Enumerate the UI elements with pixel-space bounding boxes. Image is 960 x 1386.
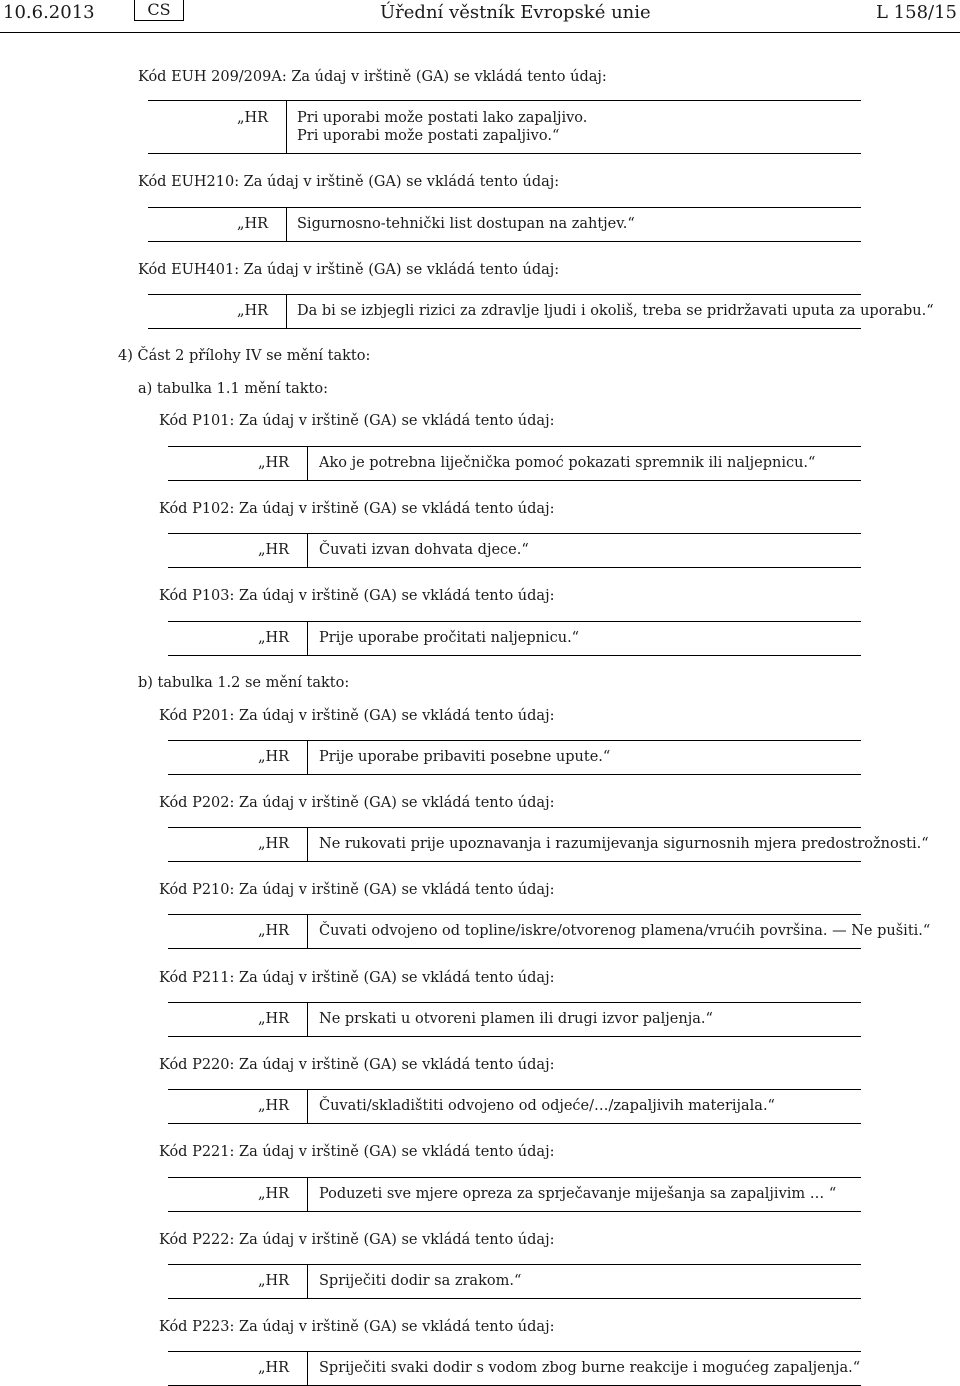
translation-line: Čuvati/skladištiti odvojeno od odjeće/…/zapaljivih materijala.“ <box>319 1098 775 1114</box>
code-intro: Kód P103: Za údaj v irštině (GA) se vkládá tento údaj: <box>159 588 555 604</box>
translation-line: Pri uporabi može postati lako zapaljivo. <box>297 110 588 126</box>
column-divider <box>307 1090 308 1123</box>
translation-box <box>168 621 861 656</box>
code-intro: Kód P210: Za údaj v irštině (GA) se vkládá tento údaj: <box>159 882 555 898</box>
translation-line: Prije uporabe pročitati naljepnicu.“ <box>319 630 580 646</box>
header-date: 10.6.2013 <box>3 2 95 23</box>
language-label: „HR <box>258 1098 290 1114</box>
code-intro: Kód EUH210: Za údaj v irštině (GA) se vkládá tento údaj: <box>138 174 560 190</box>
subsection-heading: a) tabulka 1.1 mění takto: <box>138 381 328 397</box>
column-divider <box>307 534 308 567</box>
code-intro: Kód P222: Za údaj v irštině (GA) se vkládá tento údaj: <box>159 1232 555 1248</box>
translation-box <box>168 1264 861 1299</box>
translation-line: Poduzeti sve mjere opreza za sprječavanje miješanja sa zapaljivim … “ <box>319 1186 837 1202</box>
code-intro: Kód EUH401: Za údaj v irštině (GA) se vkládá tento údaj: <box>138 262 560 278</box>
language-label: „HR <box>258 1011 290 1027</box>
code-intro: Kód P102: Za údaj v irštině (GA) se vkládá tento údaj: <box>159 501 555 517</box>
language-label: „HR <box>258 923 290 939</box>
code-intro: Kód P223: Za údaj v irštině (GA) se vkládá tento údaj: <box>159 1319 555 1335</box>
translation-box <box>168 1351 861 1386</box>
language-label: „HR <box>258 749 290 765</box>
column-divider <box>307 1265 308 1298</box>
translation-box <box>168 533 861 568</box>
language-label: „HR <box>258 1186 290 1202</box>
code-intro: Kód EUH 209/209A: Za údaj v irštině (GA) se vkládá tento údaj: <box>138 69 607 85</box>
header-page-number: L 158/15 <box>876 2 957 23</box>
translation-box <box>168 1089 861 1124</box>
code-intro: Kód P211: Za údaj v irštině (GA) se vkládá tento údaj: <box>159 970 555 986</box>
page-header <box>0 0 960 33</box>
code-intro: Kód P202: Za údaj v irštině (GA) se vkládá tento údaj: <box>159 795 555 811</box>
code-intro: Kód P101: Za údaj v irštině (GA) se vkládá tento údaj: <box>159 413 555 429</box>
section-heading: 4) Část 2 přílohy IV se mění takto: <box>118 348 371 364</box>
language-label: „HR <box>258 455 290 471</box>
column-divider <box>286 295 287 328</box>
column-divider <box>307 1003 308 1036</box>
translation-box <box>148 294 934 329</box>
translation-line: Prije uporabe pribaviti posebne upute.“ <box>319 749 611 765</box>
translation-box <box>168 914 931 949</box>
translation-line: Čuvati izvan dohvata djece.“ <box>319 542 529 558</box>
language-label: „HR <box>237 110 269 126</box>
translation-box <box>168 740 861 775</box>
translation-box <box>168 1177 861 1212</box>
column-divider <box>307 915 308 948</box>
translation-box <box>168 827 929 862</box>
translation-line: Ne rukovati prije upoznavanja i razumijevanja sigurnosnih mjera predostrožnosti.“ <box>319 836 929 852</box>
translation-line: Ne prskati u otvoreni plamen ili drugi izvor paljenja.“ <box>319 1011 713 1027</box>
translation-line: Spriječiti dodir sa zrakom.“ <box>319 1273 522 1289</box>
language-label: „HR <box>258 542 290 558</box>
code-intro: Kód P220: Za údaj v irštině (GA) se vkládá tento údaj: <box>159 1057 555 1073</box>
column-divider <box>307 741 308 774</box>
language-label: „HR <box>258 1273 290 1289</box>
translation-line: Ako je potrebna liječnička pomoć pokazati spremnik ili naljepnicu.“ <box>319 455 816 471</box>
translation-line: Čuvati odvojeno od topline/iskre/otvorenog plamena/vrućih površina. — Ne pušiti.“ <box>319 923 931 939</box>
translation-box <box>168 446 861 481</box>
header-language-code: CS <box>134 0 184 21</box>
column-divider <box>286 208 287 241</box>
column-divider <box>307 622 308 655</box>
column-divider <box>307 828 308 861</box>
language-label: „HR <box>237 303 269 319</box>
translation-box <box>148 100 861 154</box>
language-label: „HR <box>258 1360 290 1376</box>
translation-line: Pri uporabi može postati zapaljivo.“ <box>297 128 560 144</box>
subsection-heading: b) tabulka 1.2 se mění takto: <box>138 675 350 691</box>
code-intro: Kód P201: Za údaj v irštině (GA) se vkládá tento údaj: <box>159 708 555 724</box>
column-divider <box>286 101 287 153</box>
translation-line: Spriječiti svaki dodir s vodom zbog burne reakcije i mogućeg zapaljenja.“ <box>319 1360 861 1376</box>
language-label: „HR <box>237 216 269 232</box>
language-label: „HR <box>258 836 290 852</box>
code-intro: Kód P221: Za údaj v irštině (GA) se vkládá tento údaj: <box>159 1144 555 1160</box>
column-divider <box>307 1178 308 1211</box>
header-journal-title: Úřední věstník Evropské unie <box>380 2 651 23</box>
column-divider <box>307 1352 308 1385</box>
translation-box <box>148 207 861 242</box>
translation-line: Sigurnosno-tehnički list dostupan na zahtjev.“ <box>297 216 635 232</box>
column-divider <box>307 447 308 480</box>
language-label: „HR <box>258 630 290 646</box>
translation-line: Da bi se izbjegli rizici za zdravlje ljudi i okoliš, treba se pridržavati uputa za uporabu.“ <box>297 303 934 319</box>
translation-box <box>168 1002 861 1037</box>
